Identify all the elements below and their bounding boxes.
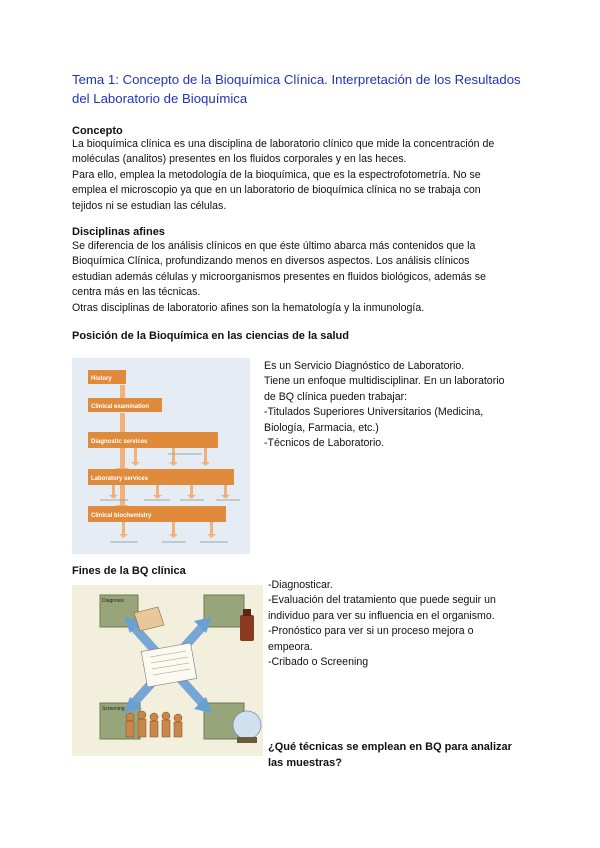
text-line: -Técnicos de Laboratorio. bbox=[264, 437, 385, 450]
text-line: tejidos ni se estudian las células. bbox=[72, 199, 227, 212]
tecnicas-heading-line-2: las muestras? bbox=[268, 757, 342, 769]
concepto-heading: Concepto bbox=[72, 125, 123, 137]
diagram-label-exam: Clinical examination bbox=[91, 404, 150, 410]
text-line: moléculas (analitos) presentes en los fluidos corporales y en las heces. bbox=[72, 153, 407, 166]
disciplinas-heading: Disciplinas afines bbox=[72, 226, 165, 238]
fines-diagram bbox=[72, 585, 263, 756]
disciplinas-paragraph bbox=[72, 239, 486, 316]
diagram-label-diag: Diagnostic services bbox=[91, 439, 148, 445]
text-line: emplea el microscopio ya que en un laboratorio de bioquímica clínica no se trabaja con bbox=[72, 184, 481, 197]
page-title bbox=[72, 70, 542, 108]
fines-image bbox=[72, 585, 263, 756]
concepto-paragraph bbox=[72, 137, 494, 214]
text-line: -Diagnosticar. bbox=[268, 579, 333, 591]
diagnostic-services-diagram bbox=[72, 358, 250, 554]
text-line: Para ello, emplea la metodología de la bioquímica, que es la espectrofotometría. No se bbox=[72, 168, 481, 181]
text-line: individuo para ver su influencia en el organismo. bbox=[268, 609, 495, 622]
diagram-label-clin: Clinical biochemistry bbox=[91, 513, 152, 519]
text-line: centra más en las técnicas. bbox=[72, 286, 201, 299]
text-line: -Titulados Superiores Universitarios (Medicina, bbox=[264, 406, 484, 419]
text-line: La bioquímica clínica es una disciplina de laboratorio clínico que mide la concentración de bbox=[72, 138, 495, 150]
flowchart-image bbox=[72, 358, 250, 554]
text-line: Otras disciplinas de laboratorio afines son la hematología y la inmunología. bbox=[72, 301, 425, 314]
text-line: empeora. bbox=[268, 640, 313, 653]
text-line: Se diferencia de los análisis clínicos en que éste último abarca más contenidos que la bbox=[72, 240, 476, 252]
diagram-label-diagnosis: Diagnosis bbox=[102, 598, 124, 604]
text-line: Biología, Farmacia, etc.) bbox=[264, 421, 379, 434]
fines-heading: Fines de la BQ clínica bbox=[72, 565, 186, 577]
title-line-1: Tema 1: Concepto de la Bioquímica Clínica. Interpretación de los Resultados bbox=[72, 72, 521, 87]
diagram-label-history: History bbox=[91, 376, 112, 382]
tecnicas-heading bbox=[268, 739, 512, 771]
text-line: Bioquímica Clínica, profundizando menos en diversos aspectos. Los análisis clínicos bbox=[72, 255, 470, 268]
posicion-text bbox=[264, 359, 504, 451]
posicion-heading: Posición de la Bioquímica en las ciencias de la salud bbox=[72, 330, 349, 342]
text-line: Tiene un enfoque multidisciplinar. En un laboratorio bbox=[264, 375, 505, 388]
title-line-2: del Laboratorio de Bioquímica bbox=[72, 91, 248, 106]
fines-text bbox=[268, 578, 496, 670]
diagram-label-screening: Screening bbox=[102, 706, 125, 712]
text-line: -Pronóstico para ver si un proceso mejora o bbox=[268, 625, 474, 638]
text-line: -Cribado o Screening bbox=[268, 656, 369, 669]
tecnicas-heading-line-1: ¿Qué técnicas se emplean en BQ para analizar bbox=[268, 741, 512, 753]
text-line: -Evaluación del tratamiento que puede seguir un bbox=[268, 594, 496, 607]
text-line: de BQ clínica pueden trabajar: bbox=[264, 390, 408, 403]
diagram-label-lab: Laboratory services bbox=[91, 476, 149, 482]
text-line: Es un Servicio Diagnóstico de Laboratorio. bbox=[264, 360, 465, 372]
text-line: estudian además células y microorganismos presentes en fluidos biológicos, además se bbox=[72, 270, 486, 283]
